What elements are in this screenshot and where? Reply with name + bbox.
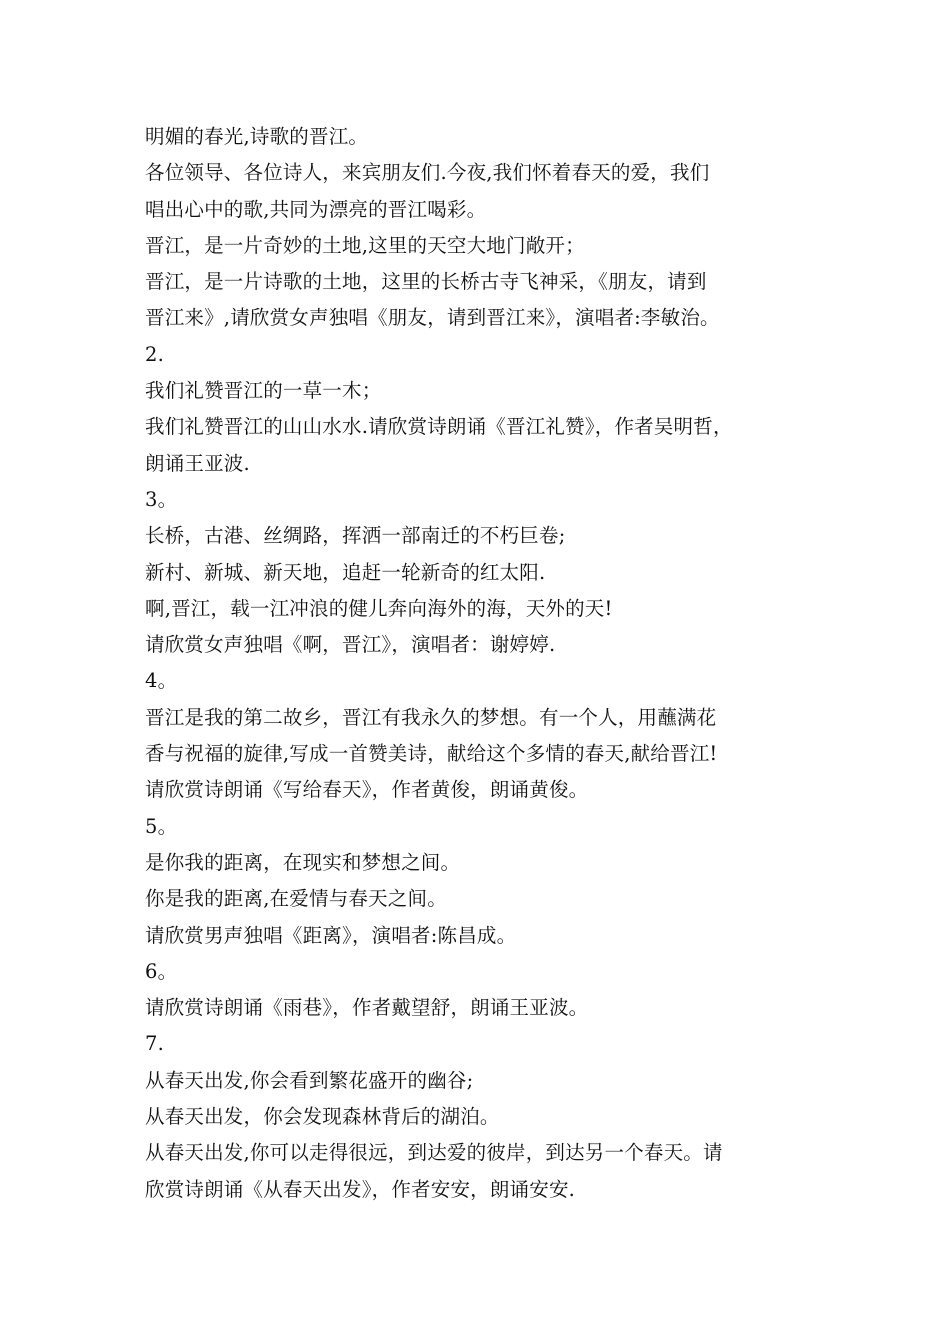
section-number: 3。 (145, 487, 178, 511)
text-line: 从春天出发，你会发现森林背后的湖泊。 (145, 1105, 500, 1129)
text-line: 香与祝福的旋律,写成一首赞美诗，献给这个多情的春天,献给晋江! (145, 742, 718, 766)
text-line: 明媚的春光,诗歌的晋江。 (145, 125, 369, 148)
text-line: 长桥，古港、丝绸路，挥洒一部南迁的不朽巨卷; (145, 524, 566, 548)
section-number: 6。 (145, 959, 178, 983)
text-line: 啊,晋江，载一江冲浪的健儿奔向海外的海，天外的天! (145, 596, 613, 620)
text-line: 我们礼赞晋江的山山水水.请欣赏诗朗诵《晋江礼赞》，作者吴明哲， (145, 415, 733, 439)
section-number: 7. (145, 1032, 165, 1056)
text-line: 欣赏诗朗诵《从春天出发》，作者安安，朗诵安安. (145, 1177, 576, 1201)
text-line: 晋江是我的第二故乡，晋江有我永久的梦想。有一个人，用蘸满花 (145, 705, 717, 729)
section-number: 2. (145, 342, 165, 366)
text-line: 唱出心中的歌,共同为漂亮的晋江喝彩。 (145, 197, 487, 221)
text-line: 我们礼赞晋江的一草一木； (145, 379, 382, 403)
document-body (145, 119, 825, 1208)
text-line: 各位领导、各位诗人，来宾朋友们.今夜,我们怀着春天的爱，我们 (145, 161, 710, 185)
text-line: 新村、新城、新天地，追赶一轮新奇的红太阳. (145, 560, 546, 584)
text-line: 你是我的距离,在爱情与春天之间。 (145, 887, 447, 911)
text-line: 晋江，是一片奇妙的土地,这里的天空大地门敞开； (145, 233, 585, 257)
text-line: 从春天出发,你可以走得很远，到达爱的彼岸，到达另一个春天。请 (145, 1141, 723, 1165)
text-line: 朗诵王亚波. (145, 451, 250, 475)
text-line: 晋江来》,请欣赏女声独唱《朋友，请到晋江来》，演唱者:李敏治。 (145, 306, 720, 330)
text-line: 晋江，是一片诗歌的土地，这里的长桥古寺飞神采，《朋友，请到 (145, 270, 707, 294)
text-line: 请欣赏男声独唱《距离》，演唱者:陈昌成。 (145, 923, 517, 947)
section-number: 5。 (145, 814, 178, 838)
text-line: 从春天出发,你会看到繁花盛开的幽谷; (145, 1068, 474, 1092)
text-line: 请欣赏诗朗诵《雨巷》，作者戴望舒，朗诵王亚波。 (145, 996, 589, 1020)
text-line: 请欣赏女声独唱《啊，晋江》，演唱者：谢婷婷. (145, 633, 556, 657)
text-line: 是你我的距离，在现实和梦想之间。 (145, 850, 461, 874)
section-number: 4。 (145, 669, 178, 693)
text-line: 请欣赏诗朗诵《写给春天》，作者黄俊，朗诵黄俊。 (145, 778, 589, 802)
